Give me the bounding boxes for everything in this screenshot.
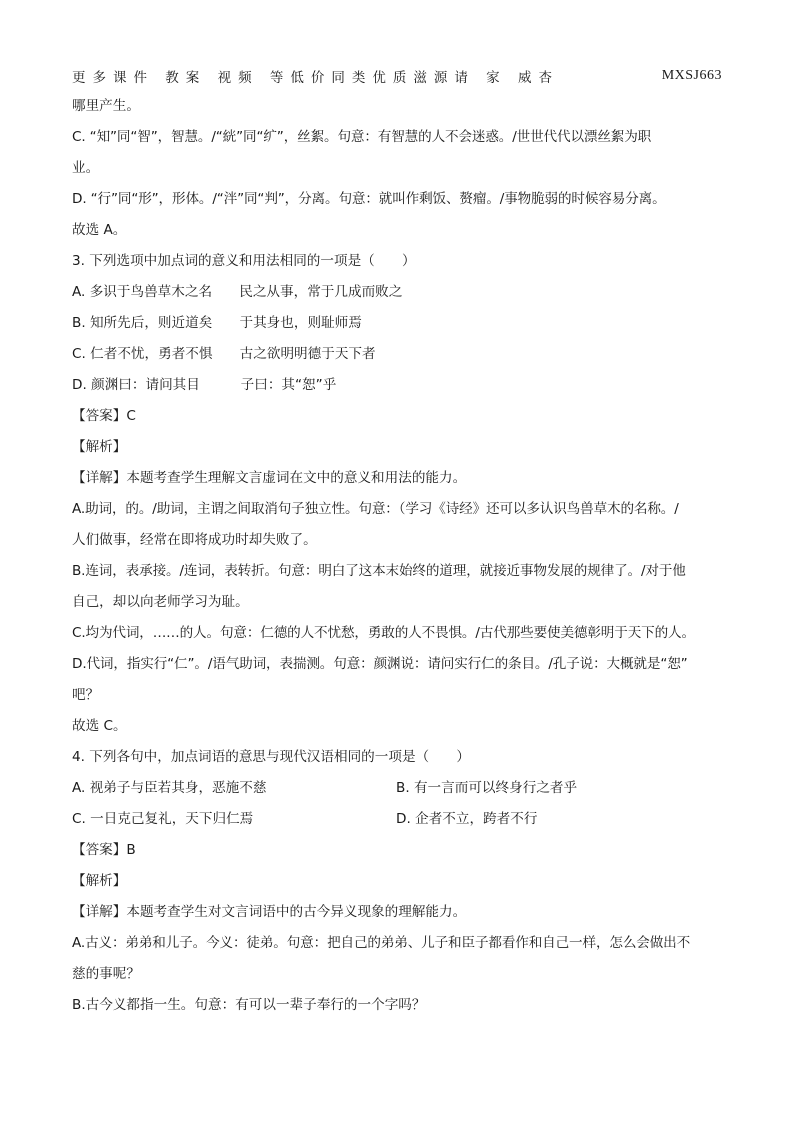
header-code: MXSJ663	[661, 68, 722, 83]
answer-label: 【答案】B	[72, 842, 136, 858]
text-line: 慈的事呢？	[72, 966, 140, 982]
text-line: A.助词，的。/助词，主谓之间取消句子独立性。句意：（学习《诗经》还可以多认识鸟兽草木的名称。/	[72, 501, 679, 517]
question-3-option-c: C. 仁者不忧，勇者不惧 古之欲明明德于天下者	[72, 346, 376, 362]
text-line: B.古今义都指一生。句意：有可以一辈子奉行的一个字吗？	[72, 997, 426, 1013]
analysis-label: 【解析】	[72, 439, 127, 455]
document-body	[72, 91, 724, 1021]
text-line: 哪里产生。	[72, 98, 140, 114]
question-4-option-d: D. 企者不立，跨者不行	[396, 811, 538, 827]
question-4-option-b: B. 有一言而可以终身行之者乎	[396, 780, 578, 796]
text-line: 人们做事，经常在即将成功时却失败了。	[72, 532, 317, 548]
question-4-option-a: A. 视弟子与臣若其身，恶施不慈	[72, 780, 267, 796]
text-line: A.古义：弟弟和儿子。今义：徒弟。句意：把自己的弟弟、儿子和臣子都看作和自己一样，怎么会做出不	[72, 935, 691, 951]
text-line: C.均为代词，……的人。句意：仁德的人不忧愁，勇敢的人不畏惧。/古代那些要使美德彰明于天下的人。	[72, 625, 695, 641]
text-line: 故选 C。	[72, 718, 127, 734]
question-3-option-d: D. 颜渊曰：请问其目 子曰：其“恕”乎	[72, 377, 337, 393]
analysis-label: 【解析】	[72, 873, 127, 889]
header-watermark-text: 更多课件 教案 视频 等低价同类优质滋源请 家 威杏	[72, 70, 559, 86]
question-3-option-a: A. 多识于鸟兽草木之名 民之从事，常于几成而败之	[72, 284, 403, 300]
question-3-option-b: B. 知所先后，则近道矣 于其身也，则耻师焉	[72, 315, 362, 331]
text-line: 业。	[72, 160, 100, 176]
text-line: D.代词，指实行“仁”。/语气助词，表揣测。句意：颜渊说：请问实行仁的条目。/孔子说：大概就是“恕”	[72, 656, 688, 672]
text-line: C. “知”同“智”，智慧。/“絖”同“纩”，丝絮。句意：有智慧的人不会迷惑。/世世代代以漂丝絮为职	[72, 129, 652, 145]
page-header	[72, 66, 722, 86]
question-4-option-c: C. 一日克己复礼，天下归仁焉	[72, 811, 254, 827]
text-line: D. “行”同“形”，形体。/“泮”同“判”，分离。句意：就叫作剩饭、赘瘤。/事物脆弱的时候容易分离。	[72, 191, 666, 207]
answer-label: 【答案】C	[72, 408, 136, 424]
question-4-options-row-1	[72, 773, 724, 804]
text-line: B.连词，表承接。/连词，表转折。句意：明白了这本末始终的道理，就接近事物发展的规律了。/对于他	[72, 563, 686, 579]
text-line: 自己，却以向老师学习为耻。	[72, 594, 249, 610]
question-4-options-row-2	[72, 804, 724, 835]
detail-text: 【详解】本题考查学生理解文言虚词在文中的意义和用法的能力。	[72, 470, 467, 486]
detail-text: 【详解】本题考查学生对文言词语中的古今异义现象的理解能力。	[72, 904, 467, 920]
text-line: 故选 A。	[72, 222, 127, 238]
text-line: 吧？	[72, 687, 100, 703]
question-3-stem: 3. 下列选项中加点词的意义和用法相同的一项是（ ）	[72, 253, 416, 269]
question-4-stem: 4. 下列各句中，加点词语的意思与现代汉语相同的一项是（ ）	[72, 749, 470, 765]
